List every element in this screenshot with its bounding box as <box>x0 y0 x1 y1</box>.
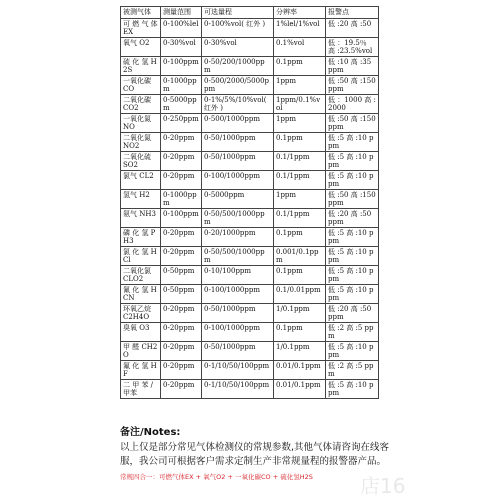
measuring-range-cell: 0-20ppm <box>161 323 202 342</box>
gas-cell: 磷 化 氢 PH3 <box>121 228 161 247</box>
measuring-range-cell: 0-100%lel <box>161 19 202 38</box>
measuring-range-cell: 0-30%vol <box>161 38 202 57</box>
alarm-point-cell: 低 :50 高 :150 ppm <box>326 76 379 95</box>
table-row <box>121 133 379 152</box>
resolution-cell: 0.1/1ppm <box>274 209 326 228</box>
resolution-cell: 0.1ppm <box>274 57 326 76</box>
optional-range-cell: 0-50/200/1000ppm <box>202 57 274 76</box>
measuring-range-cell: 0-1000ppm <box>161 76 202 95</box>
optional-range-cell: 0-1/10/50/100ppm <box>202 380 274 399</box>
table-row <box>121 171 379 190</box>
optional-range-cell: 0-50/1000ppm <box>202 152 274 171</box>
resolution-cell: 1ppm <box>274 114 326 133</box>
table-row <box>121 380 379 399</box>
measuring-range-cell: 0-20ppm <box>161 152 202 171</box>
alarm-point-cell: 低 :5 高 :10 ppm <box>326 152 379 171</box>
optional-range-cell: 0-100/1000ppm <box>202 171 274 190</box>
table-row <box>121 247 379 266</box>
measuring-range-cell: 0-50ppm <box>161 266 202 285</box>
gas-cell: 氢气 H2 <box>121 190 161 209</box>
gas-parameter-table <box>120 6 379 399</box>
resolution-cell: 0.1ppm <box>274 133 326 152</box>
table-row <box>121 57 379 76</box>
header-measuring-range: 测量范围 <box>161 7 202 19</box>
gas-cell: 氨气 NH3 <box>121 209 161 228</box>
table-row <box>121 228 379 247</box>
measuring-range-cell: 0-1000ppm <box>161 190 202 209</box>
measuring-range-cell: 0-20ppm <box>161 342 202 361</box>
gas-cell: 一氧化氮 NO <box>121 114 161 133</box>
measuring-range-cell: 0-250ppm <box>161 114 202 133</box>
notes-body: 以上仅是部分常见气体检测仪的常规参数,其他气体请咨询在线客服，我公司可根据客户需求定制生产非常规量程的报警器产品。 <box>120 442 390 467</box>
optional-range-cell: 0-500/2000/5000ppm <box>202 76 274 95</box>
alarm-point-cell: 低 :5 高 :10 ppm <box>326 380 379 399</box>
table-row <box>121 114 379 133</box>
optional-range-cell: 0-5000ppm <box>202 190 274 209</box>
resolution-cell: 0.01/0.1ppm <box>274 361 326 380</box>
notes-section <box>120 423 390 481</box>
alarm-point-cell: 低 :20 高 :50 <box>326 19 379 38</box>
optional-range-cell: 0-10/100ppm <box>202 266 274 285</box>
alarm-point-cell: 低 :2 高 :5 ppm <box>326 361 379 380</box>
optional-range-cell: 0-1/10/50/100ppm <box>202 361 274 380</box>
resolution-cell: 0.1ppm <box>274 323 326 342</box>
resolution-cell: 0.001/0.1ppm <box>274 247 326 266</box>
table-row <box>121 266 379 285</box>
resolution-cell: 0.1/1ppm <box>274 171 326 190</box>
optional-range-cell: 0-30%vol <box>202 38 274 57</box>
gas-cell: 臭氧 O3 <box>121 323 161 342</box>
optional-range-cell: 0-100/1000ppm <box>202 323 274 342</box>
gas-parameter-sheet <box>120 6 378 399</box>
resolution-cell: 1ppm <box>274 76 326 95</box>
measuring-range-cell: 0-20ppm <box>161 380 202 399</box>
table-row <box>121 76 379 95</box>
gas-cell: 环氧乙烷 C2H4O <box>121 304 161 323</box>
optional-range-cell: 0-20/1000ppm <box>202 228 274 247</box>
alarm-point-cell: 低 :50 高 :150 ppm <box>326 190 379 209</box>
measuring-range-cell: 0-20ppm <box>161 361 202 380</box>
optional-range-cell: 0-100/1000ppm <box>202 285 274 304</box>
table-row <box>121 190 379 209</box>
measuring-range-cell: 0-20ppm <box>161 228 202 247</box>
optional-range-cell: 0-50/1000ppm <box>202 342 274 361</box>
measuring-range-cell: 0-5000ppm <box>161 95 202 114</box>
measuring-range-cell: 0-100ppm <box>161 209 202 228</box>
alarm-point-cell: 低 :20 高 :50 ppm <box>326 209 379 228</box>
gas-cell: 二氧化氯 CLO2 <box>121 266 161 285</box>
gas-cell: 氯气 CL2 <box>121 171 161 190</box>
resolution-cell: 0.1/1ppm <box>274 152 326 171</box>
measuring-range-cell: 0-20ppm <box>161 304 202 323</box>
alarm-point-cell: 低 :50 高 :150 ppm <box>326 114 379 133</box>
table-header-row <box>121 7 379 19</box>
gas-cell: 甲 醛 CH2O <box>121 342 161 361</box>
alarm-point-cell: 低 :5 高 :10 ppm <box>326 171 379 190</box>
alarm-point-cell: 低 ：19.5％ 高 :23.5%vol <box>326 38 379 57</box>
alarm-point-cell: 低 :5 高 :10 ppm <box>326 228 379 247</box>
gas-cell: 氰 化 氢 HCN <box>121 285 161 304</box>
alarm-point-cell: 低 :5 高 :10 ppm <box>326 285 379 304</box>
table-row <box>121 361 379 380</box>
resolution-cell: 0.1%vol <box>274 38 326 57</box>
optional-range-cell: 0-50/500/1000ppm <box>202 209 274 228</box>
table-row <box>121 19 379 38</box>
table-row <box>121 95 379 114</box>
table-row <box>121 38 379 57</box>
measuring-range-cell: 0-20ppm <box>161 133 202 152</box>
gas-cell: 可 燃 气 体 EX <box>121 19 161 38</box>
alarm-point-cell: 低 :5 高 :10 ppm <box>326 266 379 285</box>
header-alarm-point: 报警点 <box>326 7 379 19</box>
measuring-range-cell: 0-50ppm <box>161 285 202 304</box>
resolution-cell: 1/0.1ppm <box>274 304 326 323</box>
gas-cell: 氧气 O2 <box>121 38 161 57</box>
optional-range-cell: 0-500/1000ppm <box>202 114 274 133</box>
header-gas: 被测气体 <box>121 7 161 19</box>
alarm-point-cell: 低 ：1000 高 :2000 <box>326 95 379 114</box>
resolution-cell: 0.01/0.1ppm <box>274 380 326 399</box>
gas-cell: 二氧化硫 SO2 <box>121 152 161 171</box>
alarm-point-cell: 低 :2 高 :5 ppm <box>326 323 379 342</box>
notes-title: 备注/Notes: <box>120 427 181 438</box>
resolution-cell: 1ppm/0.1%vol <box>274 95 326 114</box>
header-optional-range: 可选量程 <box>202 7 274 19</box>
table-row <box>121 342 379 361</box>
resolution-cell: 0.1ppm <box>274 228 326 247</box>
resolution-cell: 0.1/0.01ppm <box>274 285 326 304</box>
gas-cell: 二 甲 苯 / 甲苯 <box>121 380 161 399</box>
optional-range-cell: 0-1%/5%/10%vol( 红外 ) <box>202 95 274 114</box>
gas-cell: 二氧化氮 NO2 <box>121 133 161 152</box>
gas-cell: 一氧化碳 CO <box>121 76 161 95</box>
gas-cell: 氯 化 氢 HCl <box>121 247 161 266</box>
resolution-cell: 1%lel/1%vol <box>274 19 326 38</box>
resolution-cell: 1/0.1ppm <box>274 342 326 361</box>
table-row <box>121 323 379 342</box>
resolution-cell: 0.1ppm <box>274 266 326 285</box>
combo-note: 常规四合一：可燃气体EX + 氧气O2 + 一氧化碳CO + 硫化氢H2S <box>120 473 313 481</box>
table-row <box>121 209 379 228</box>
optional-range-cell: 0-50/1000ppm <box>202 304 274 323</box>
optional-range-cell: 0-50/500/1000ppm <box>202 247 274 266</box>
measuring-range-cell: 0-100ppm <box>161 57 202 76</box>
gas-cell: 二氧化碳 CO2 <box>121 95 161 114</box>
table-row <box>121 285 379 304</box>
table-row <box>121 152 379 171</box>
measuring-range-cell: 0-20ppm <box>161 171 202 190</box>
table-row <box>121 304 379 323</box>
gas-cell: 硫 化 氢 H2S <box>121 57 161 76</box>
alarm-point-cell: 低 :5 高 :10 ppm <box>326 342 379 361</box>
resolution-cell: 1ppm <box>274 190 326 209</box>
optional-range-cell: 0-50/1000ppm <box>202 133 274 152</box>
watermark: 店16 <box>360 474 406 498</box>
gas-cell: 氟 化 氢 HF <box>121 361 161 380</box>
optional-range-cell: 0-100%vol( 红外 ) <box>202 19 274 38</box>
alarm-point-cell: 低 :20 高 :50 ppm <box>326 304 379 323</box>
header-resolution: 分辨率 <box>274 7 326 19</box>
alarm-point-cell: 低 :5 高 :10 ppm <box>326 133 379 152</box>
alarm-point-cell: 低 :10 高 :35 ppm <box>326 57 379 76</box>
measuring-range-cell: 0-20ppm <box>161 247 202 266</box>
alarm-point-cell: 低 :5 高 :10 ppm <box>326 247 379 266</box>
